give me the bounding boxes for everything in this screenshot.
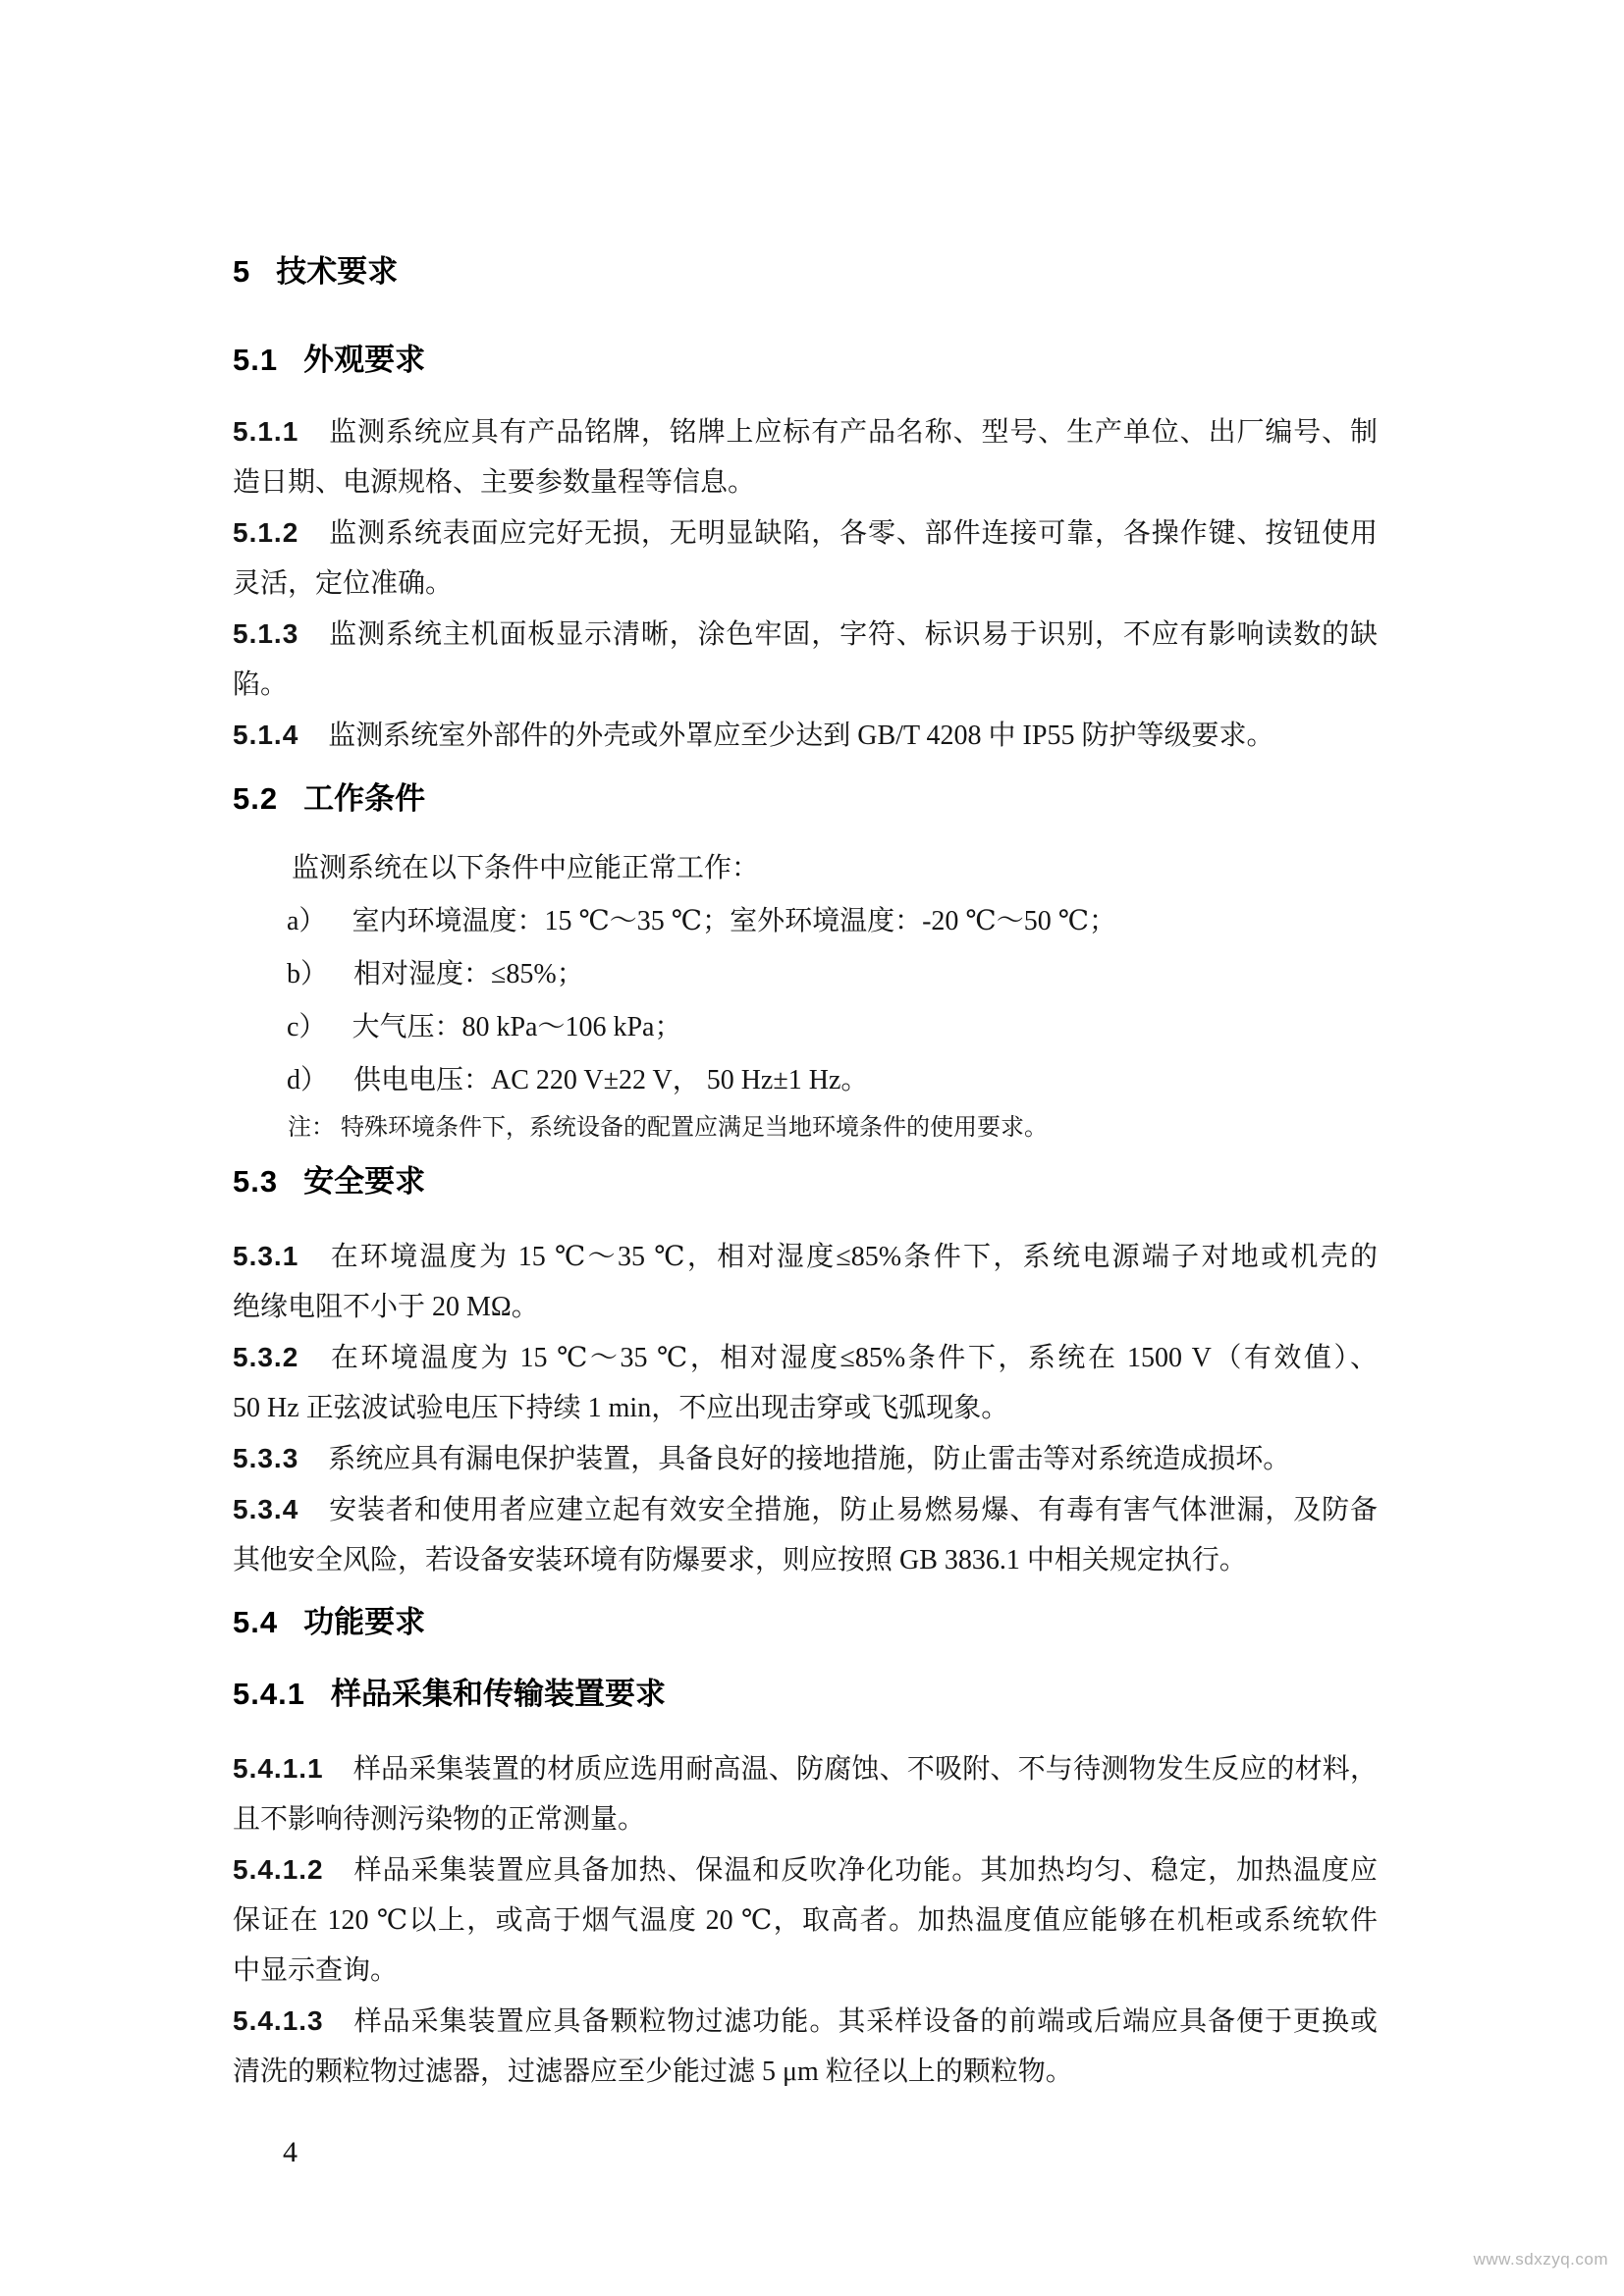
- clause-line: [233, 1946, 1378, 1996]
- list-item-text: 大气压：80 kPa～106 kPa；: [352, 1012, 682, 1042]
- list-item-label: d）: [287, 1065, 329, 1095]
- clause-line: [233, 1383, 1378, 1433]
- page-number: 4: [283, 2136, 298, 2168]
- clause-paragraph: [233, 1231, 1378, 1332]
- clause-text: 监测系统应具有产品铭牌，铭牌上应标有产品名称、型号、生产单位、出厂编号、制: [328, 417, 1378, 448]
- clause-line: [233, 609, 1378, 660]
- clause-text: 系统应具有漏电保护装置，具备良好的接地措施，防止雷击等对系统造成损坏。: [328, 1444, 1291, 1474]
- section-number: 5.2: [233, 781, 279, 816]
- clause-line: [233, 660, 1378, 710]
- clause-number: 5.4.1.1: [233, 1753, 324, 1784]
- clause-number: 5.1.2: [233, 517, 299, 548]
- note-text: 特殊环境条件下，系统设备的配置应满足当地环境条件的使用要求。: [341, 1115, 1048, 1141]
- clause-text: 监测系统表面应完好无损，无明显缺陷，各零、部件连接可靠，各操作键、按钮使用: [328, 518, 1378, 549]
- clause-line: [233, 559, 1378, 609]
- clause-line: [233, 406, 1378, 457]
- section-title: 工作条件: [303, 781, 426, 816]
- clause-paragraph: [233, 1844, 1378, 1996]
- list-item-text: 供电电压：AC 220 V±22 V， 50 Hz±1 Hz。: [353, 1065, 869, 1095]
- clause-line: [233, 1743, 1378, 1794]
- clause-text: 安装者和使用者应建立起有效安全措施，防止易燃易爆、有毒有害气体泄漏，及防备: [328, 1495, 1378, 1525]
- clause-line: [233, 457, 1378, 507]
- clause-text: 在环境温度为 15 ℃～35 ℃，相对湿度≤85%条件下，系统电源端子对地或机壳的: [328, 1242, 1378, 1272]
- section-heading: [233, 1162, 1378, 1201]
- condition-list-item: [287, 949, 1378, 999]
- clause-text: 样品采集装置应具备加热、保温和反吹净化功能。其加热均匀、稳定，加热温度应: [352, 1855, 1378, 1886]
- clause-line: [233, 1433, 1378, 1484]
- clause-paragraph: [233, 1996, 1378, 2097]
- section-heading: [233, 1603, 1378, 1642]
- clause-paragraph: [233, 1484, 1378, 1585]
- list-item-label: b）: [287, 959, 329, 989]
- clause-paragraph: [233, 406, 1378, 507]
- clause-number: 5.3.4: [233, 1494, 299, 1524]
- clause-text: 绝缘电阻不小于 20 MΩ。: [233, 1292, 539, 1322]
- clause-paragraph: [233, 1743, 1378, 1844]
- clause-line: [233, 1231, 1378, 1282]
- clause-number: 5.4.1.2: [233, 1854, 324, 1885]
- clause-paragraph: [233, 710, 1378, 761]
- clause-line: [233, 1794, 1378, 1844]
- clause-number: 5.3.1: [233, 1241, 299, 1271]
- note-label: 注：: [288, 1115, 335, 1141]
- clause-text: 灵活，定位准确。: [233, 568, 454, 599]
- list-item-label: c）: [287, 1012, 327, 1042]
- section-number: 5.4: [233, 1605, 279, 1639]
- clause-number: 5.1.1: [233, 416, 299, 447]
- clause-text: 其他安全风险，若设备安装环境有防爆要求，则应按照 GB 3836.1 中相关规定执行。: [233, 1545, 1247, 1575]
- chapter-heading: [233, 252, 1378, 292]
- list-item-text: 室内环境温度：15 ℃～35 ℃；室外环境温度：-20 ℃～50 ℃；: [352, 906, 1117, 936]
- section-title: 功能要求: [303, 1605, 426, 1639]
- section-number: 5: [233, 254, 251, 289]
- condition-list-item: [287, 1002, 1378, 1052]
- clause-line: [233, 1282, 1378, 1332]
- clause-text: 监测系统室外部件的外壳或外罩应至少达到 GB/T 4208 中 IP55 防护等级要求。: [328, 721, 1274, 751]
- watermark: www.sdxzyq.com: [1473, 2250, 1608, 2269]
- clause-paragraph: [233, 1433, 1378, 1484]
- clause-paragraph: [233, 507, 1378, 609]
- clause-line: [233, 1996, 1378, 2047]
- clause-paragraph: [233, 609, 1378, 710]
- section-number: 5.3: [233, 1164, 279, 1199]
- clause-number: 5.3.3: [233, 1443, 299, 1473]
- section-heading: [233, 341, 1378, 380]
- clause-text: 清洗的颗粒物过滤器，过滤器应至少能过滤 5 μm 粒径以上的颗粒物。: [233, 2056, 1073, 2087]
- clause-number: 5.1.3: [233, 618, 299, 649]
- clause-line: [233, 2047, 1378, 2097]
- clause-text: 造日期、电源规格、主要参数量程等信息。: [233, 467, 756, 498]
- clause-line: [233, 1896, 1378, 1946]
- section-title: 外观要求: [303, 343, 426, 377]
- clause-number: 5.4.1.3: [233, 2005, 324, 2036]
- clause-line: [233, 1332, 1378, 1383]
- condition-list-item: [287, 1055, 1378, 1105]
- clause-line: [233, 507, 1378, 559]
- clause-text: 且不影响待测污染物的正常测量。: [233, 1804, 646, 1835]
- clause-text: 中显示查询。: [233, 1955, 399, 1986]
- clause-text: 样品采集装置的材质应选用耐高温、防腐蚀、不吸附、不与待测物发生反应的材料，: [352, 1754, 1378, 1785]
- section-number: 5.4.1: [233, 1677, 305, 1711]
- section-title: 安全要求: [303, 1164, 426, 1199]
- condition-list-item: [287, 896, 1378, 946]
- list-item-text: 相对湿度：≤85%；: [353, 959, 584, 989]
- clause-text: 50 Hz 正弦波试验电压下持续 1 min，不应出现击穿或飞弧现象。: [233, 1393, 1009, 1423]
- clause-line: [233, 1535, 1378, 1585]
- subsection-heading: [233, 1675, 1378, 1714]
- clause-number: 5.3.2: [233, 1342, 299, 1372]
- clause-line: [233, 710, 1378, 761]
- clause-text: 在环境温度为 15 ℃～35 ℃，相对湿度≤85%条件下，系统在 1500 V（有效值）、: [328, 1343, 1378, 1373]
- clause-text: 监测系统主机面板显示清晰，涂色牢固，字符、标识易于识别，不应有影响读数的缺: [328, 619, 1378, 650]
- list-item-label: a）: [287, 906, 327, 936]
- clause-text: 保证在 120 ℃以上，或高于烟气温度 20 ℃，取高者。加热温度值应能够在机柜或系统软件: [233, 1905, 1378, 1936]
- document-content: [233, 0, 1378, 2172]
- clause-number: 5.1.4: [233, 720, 299, 750]
- intro-paragraph: 监测系统在以下条件中应能正常工作：: [292, 853, 760, 883]
- clause-text: 陷。: [233, 669, 289, 700]
- note: [288, 1108, 1378, 1148]
- clause-line: [233, 1484, 1378, 1535]
- section-title: 样品采集和传输装置要求: [330, 1677, 666, 1711]
- clause-paragraph: [233, 1332, 1378, 1433]
- clause-text: 样品采集装置应具备颗粒物过滤功能。其采样设备的前端或后端应具备便于更换或: [352, 2006, 1378, 2037]
- clause-line: [233, 1844, 1378, 1896]
- section-heading: [233, 779, 1378, 819]
- section-title: 技术要求: [276, 254, 399, 289]
- section-number: 5.1: [233, 343, 279, 377]
